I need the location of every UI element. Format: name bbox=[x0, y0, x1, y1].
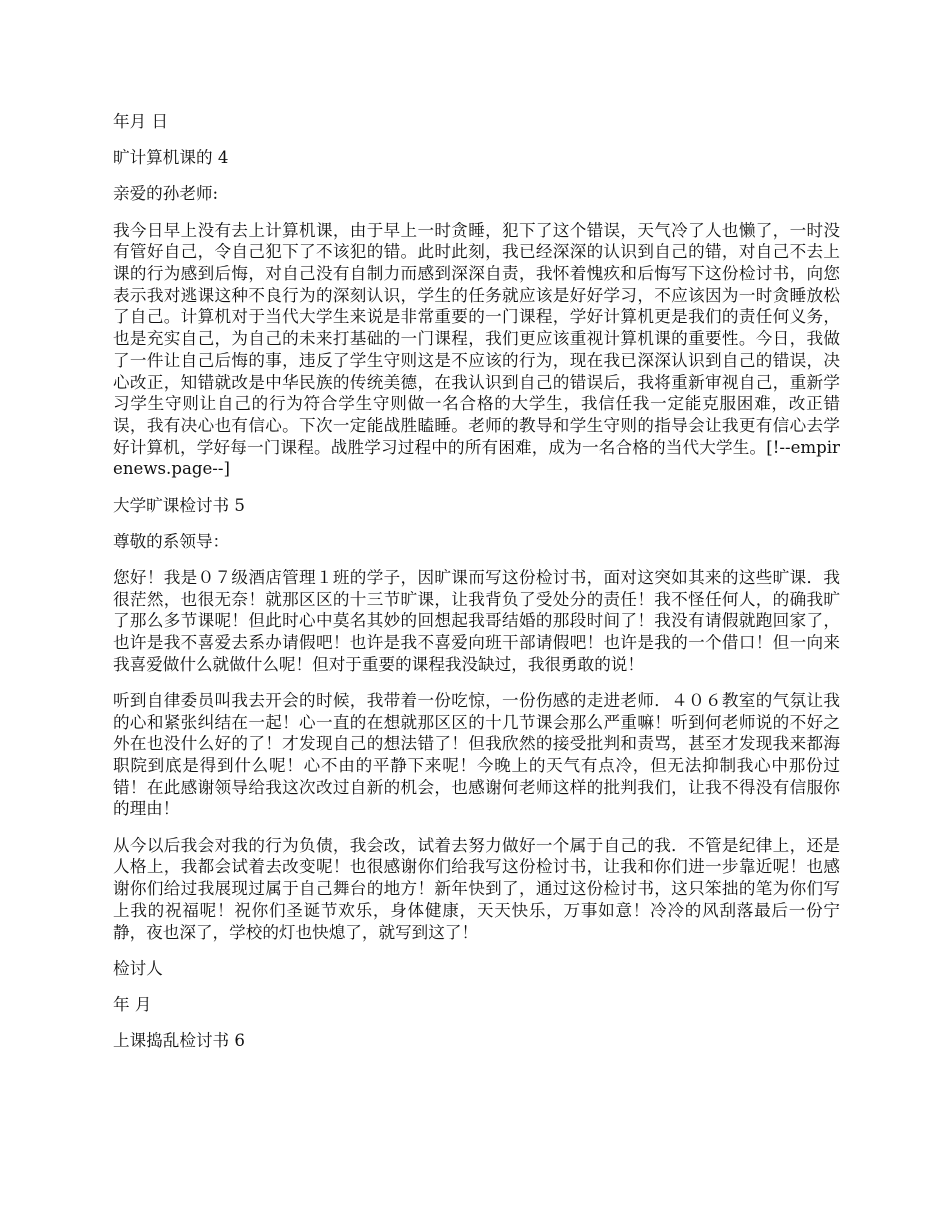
body-paragraph-promise: 从今以后我会对我的行为负债，我会改，试着去努力做好一个属于自己的我．不管是纪律上，还是人格上，我都会试着去改变呢！也很感谢你们给我写这份检讨书，让我和你们进一步靠近呢！也感谢你们给过我展现过属于自己舞台的地方！新年快到了，通过这份检讨书，这只笨拙的笔为你们写上我的祝福呢！祝你们圣诞节欢乐，身体健康，天天快乐，万事如意！冷冷的风刮落最后一份宁静，夜也深了，学校的灯也快熄了，就写到这了！ bbox=[113, 835, 840, 942]
body-paragraph-computer-class: 我今日早上没有去上计算机课，由于早上一时贪睡，犯下了这个错误，天气冷了人也懒了，一时没有管好自己，令自己犯下了不该犯的错。此时此刻，我已经深深的认识到自己的错，对自己不去上课的行为感到后悔，对自己没有自制力而感到深深自责，我怀着愧疚和后悔写下这份检讨书，向您表示我对逃课这种不良行为的深刻认识，学生的任务就应该是好好学习，不应该因为一时贪睡放松了自己。计算机对于当代大学生来说是非常重要的一门课程，学好计算机更是我们的责任何义务，也是充实自己，为自己的未来打基础的一门课程，我们更应该重视计算机课的重要性。今日，我做了一件让自己后悔的事，违反了学生守则这是不应该的行为，现在我已深深认识到自己的错误，决心改正，知错就改是中华民族的传统美德，在我认识到自己的错误后，我将重新审视自己，重新学习学生守则让自己的行为符合学生守则做一名合格的大学生，我信任我一定能克服困难，改正错误，我有决心也有信心。下次一定能战胜瞌睡。老师的教导和学生守则的指导会让我更有信心去学好计算机，学好每一门课程。战胜学习过程中的所有困难，成为一名合格的当代大学生。[!--empirenews.page--] bbox=[113, 220, 840, 479]
section-title-5: 大学旷课检讨书 5 bbox=[113, 495, 245, 515]
signature-date: 年 月 bbox=[113, 994, 152, 1014]
document-body bbox=[113, 111, 840, 1066]
section-title-6: 上课捣乱检讨书 6 bbox=[113, 1031, 245, 1051]
body-paragraph-meeting: 听到自律委员叫我去开会的时候，我带着一份吃惊，一份伤感的走进老师．４０６教室的气氛让我的心和紧张纠结在一起！心一直的在想就那区区的十几节课会那么严重嘛！听到何老师说的不好之外在也没什么好的了！才发现自己的想法错了！但我欣然的接受批判和责骂，甚至才发现我来都海职院到底是得到什么呢！心不由的平静下来呢！今晚上的天气有点冷，但无法抑制我心中那份过错！在此感谢领导给我这次改过自新的机会，也感谢何老师这样的批判我们，让我不得没有信服你的理由！ bbox=[113, 690, 840, 819]
salutation-department: 尊敬的系领导： bbox=[113, 531, 230, 551]
body-paragraph-greeting: 您好！我是０７级酒店管理１班的学子，因旷课而写这份检讨书，面对这突如其来的这些旷课．我很茫然，也很无奈！就那区区的十三节旷课，让我背负了受处分的责任！我不怪任何人，的确我旷了那么多节课呢！但此时心中莫名其妙的回想起我哥结婚的那段时间了！我没有请假就跑回家了，也许是我不喜爱去系办请假吧！也许是我不喜爱向班干部请假吧！也许是我的一个借口！但一向来我喜爱做什么就做什么呢！但对于重要的课程我没缺过，我很勇敢的说！ bbox=[113, 567, 840, 674]
date-line: 年月 日 bbox=[113, 112, 169, 131]
signature-label: 检讨人 bbox=[113, 958, 163, 978]
salutation-teacher: 亲爱的孙老师: bbox=[113, 184, 219, 204]
section-title-4: 旷计算机课的 4 bbox=[113, 148, 229, 168]
